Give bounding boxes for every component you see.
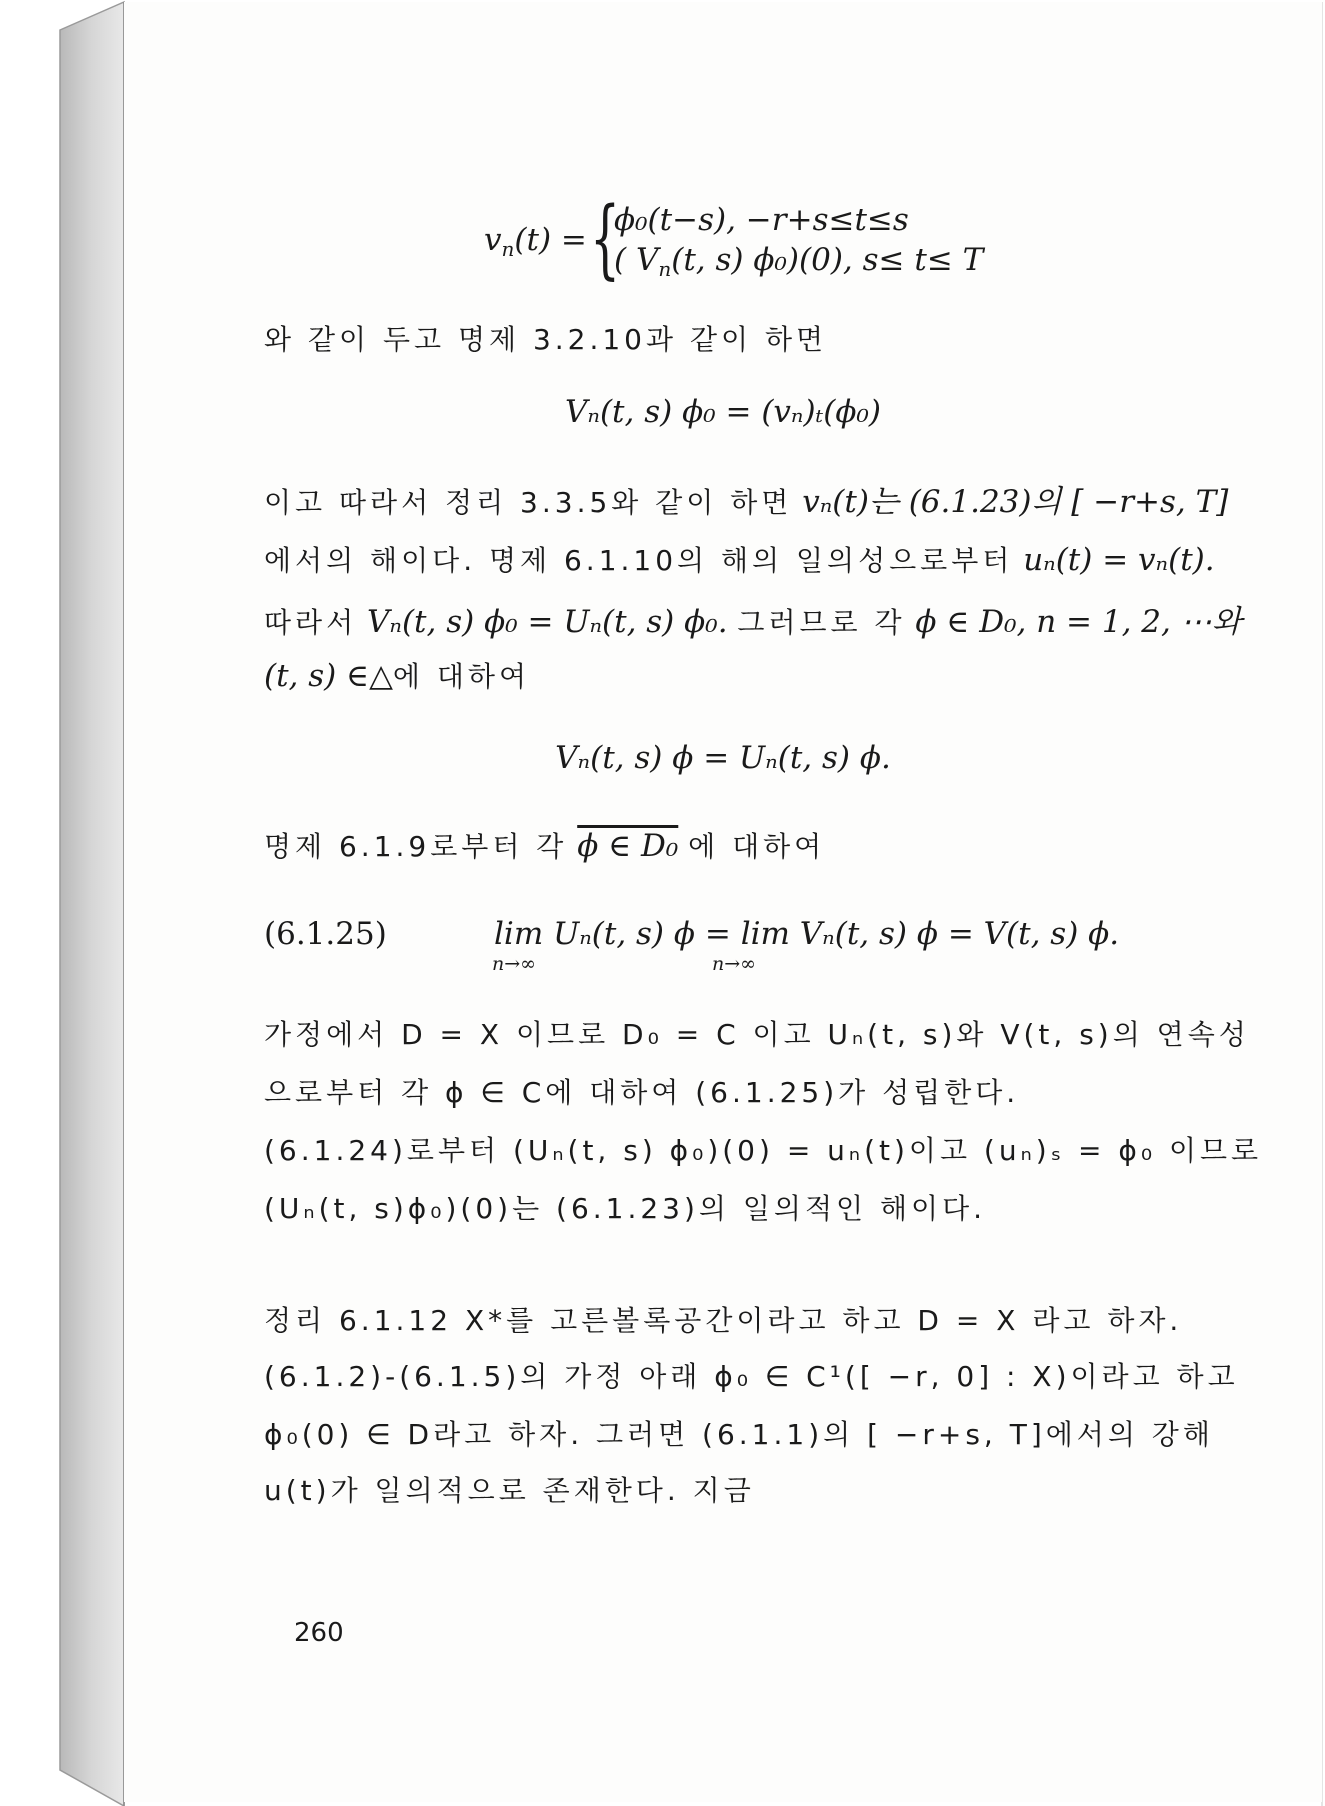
piecewise-case-2: ( $V_n(t$, s) ϕ₀)(0), s≤ t≤ T — [614, 242, 984, 281]
text-line-5: (t, s) ∈△에 대하여 — [264, 658, 530, 694]
text-line-10: (Uₙ(t, s)ϕ₀)(0)는 (6.1.23)의 일의적인 해이다. — [264, 1192, 987, 1225]
equation-label-6-1-25: (6.1.25) — [264, 916, 387, 952]
text-line-7: 가정에서 D = X 이므로 D₀ = C 이고 Uₙ(t, s)와 V(t, s)의 연속성 — [264, 1018, 1250, 1051]
piecewise-lhs: $v_n(t)$ = — [484, 222, 587, 261]
text-line-4: 따라서 Vₙ(t, s) ϕ₀ = Uₙ(t, s) ϕ₀. 그러므로 각 ϕ ∈ D₀, n = 1, 2, ⋯와 — [264, 604, 1242, 640]
theorem-line-3: ϕ₀(0) ∈ D라고 하자. 그러면 (6.1.1)의 [ −r+s, T]에서의 강해 — [264, 1418, 1214, 1451]
limit-subscript-2: n→∞ — [712, 953, 756, 975]
equation-vn-phi0: Vₙ(t, s) ϕ₀ = (vₙ)ₜ(ϕ₀) — [565, 394, 881, 430]
equation-limit: lim Uₙ(t, s) ϕ = lim Vₙ(t, s) ϕ = V(t, s) ϕ. — [494, 916, 1120, 952]
text-line-9: (6.1.24)로부터 (Uₙ(t, s) ϕ₀)(0) = uₙ(t)이고 (uₙ)ₛ = ϕ₀ 이므로 — [264, 1134, 1263, 1167]
equation-vn-equals-un: Vₙ(t, s) ϕ = Uₙ(t, s) ϕ. — [555, 740, 891, 776]
book-page — [124, 2, 1322, 1802]
theorem-line-4: u(t)가 일의적으로 존재한다. 지금 — [264, 1474, 755, 1507]
piecewise-case-1: ϕ₀(t−s), −r+s≤t≤s — [614, 202, 909, 238]
limit-subscript-1: n→∞ — [492, 953, 536, 975]
text-line-1: 와 같이 두고 명제 3.2.10과 같이 하면 — [264, 323, 828, 356]
text-line-8: 으로부터 각 ϕ ∈ C에 대하여 (6.1.25)가 성립한다. — [264, 1076, 1020, 1109]
theorem-line-2: (6.1.2)-(6.1.5)의 가정 아래 ϕ₀ ∈ C¹([ −r, 0] : X)이라고 하고 — [264, 1360, 1239, 1393]
text-line-2: 이고 따라서 정리 3.3.5와 같이 하면 vₙ(t)는 (6.1.23)의 [ −r+s, T] — [264, 484, 1229, 520]
piecewise-brace: { — [590, 189, 621, 289]
theorem-line-1: 정리 6.1.12 X*를 고른볼록공간이라고 하고 D = X 라고 하자. — [264, 1304, 1183, 1337]
text-line-6: 명제 6.1.9로부터 각 ϕ ∈ D₀ 에 대하여 — [264, 828, 826, 864]
page-number: 260 — [294, 1618, 344, 1648]
text-line-3: 에서의 해이다. 명제 6.1.10의 해의 일의성으로부터 uₙ(t) = vₙ(t). — [264, 542, 1215, 578]
